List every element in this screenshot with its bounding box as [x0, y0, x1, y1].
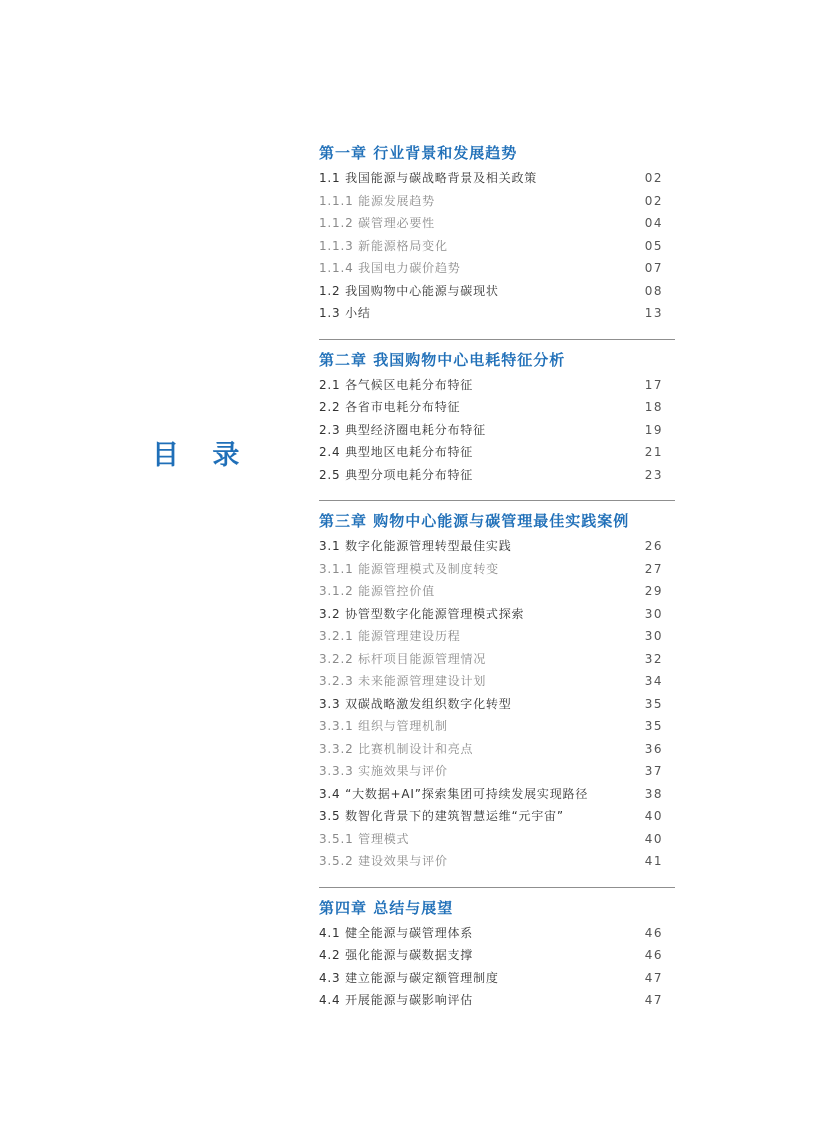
toc-entry[interactable] [319, 944, 663, 967]
toc-entry-label: 3.2 协管型数字化能源管理模式探索 [319, 606, 525, 621]
toc-entry-label: 3.3 双碳战略激发组织数字化转型 [319, 696, 512, 711]
toc-entry-page-number: 26 [644, 539, 663, 553]
toc-entry[interactable] [319, 603, 663, 626]
toc-entry-label: 4.1 健全能源与碳管理体系 [319, 925, 474, 940]
toc-entry[interactable] [319, 257, 663, 280]
toc-entry[interactable] [319, 374, 663, 397]
toc-entry[interactable] [319, 302, 663, 325]
table-of-contents [319, 140, 675, 1012]
toc-entry[interactable] [319, 738, 663, 761]
toc-entry-label: 4.4 开展能源与碳影响评估 [319, 993, 474, 1007]
toc-entry-label: 2.1 各气候区电耗分布特征 [319, 377, 474, 392]
chapter-section [319, 140, 675, 340]
toc-entry[interactable] [319, 922, 663, 945]
toc-entry[interactable] [319, 280, 663, 303]
toc-entry-page-number: 02 [644, 171, 663, 185]
toc-entry-page-number: 27 [644, 561, 663, 576]
toc-entry-label: 3.1.2 能源管控价值 [319, 584, 435, 598]
toc-entry-label: 3.4 “大数据+AI”探索集团可持续发展实现路径 [319, 786, 589, 801]
toc-entry[interactable] [319, 715, 663, 738]
toc-entry-page-number: 17 [644, 377, 663, 392]
chapter-divider [319, 500, 675, 501]
toc-entry-label: 3.3.3 实施效果与评价 [319, 764, 448, 778]
toc-entry-label: 2.4 典型地区电耗分布特征 [319, 445, 474, 459]
toc-entry-page-number: 40 [644, 809, 663, 823]
page-title: 目 录 [152, 440, 252, 471]
toc-entry-page-number: 37 [644, 764, 663, 778]
toc-entry-page-number: 41 [644, 854, 663, 868]
toc-entry-label: 2.3 典型经济圈电耗分布特征 [319, 422, 486, 437]
toc-entry-page-number: 47 [644, 970, 663, 985]
toc-entry-label: 1.1 我国能源与碳战略背景及相关政策 [319, 171, 538, 185]
toc-entry[interactable] [319, 967, 663, 990]
toc-entry-page-number: 23 [644, 467, 663, 482]
toc-entry-page-number: 18 [644, 400, 663, 414]
toc-entry-page-number: 46 [644, 925, 663, 940]
chapter-section [319, 508, 675, 888]
toc-entry-label: 3.2.1 能源管理建设历程 [319, 629, 461, 643]
toc-entry-label: 2.2 各省市电耗分布特征 [319, 400, 461, 414]
toc-entry[interactable] [319, 535, 663, 558]
toc-entry-page-number: 47 [644, 993, 663, 1007]
toc-entry[interactable] [319, 693, 663, 716]
toc-entry[interactable] [319, 441, 663, 464]
toc-entry-page-number: 35 [644, 696, 663, 711]
toc-entry-page-number: 05 [644, 238, 663, 253]
toc-entry[interactable] [319, 190, 663, 213]
toc-entry-label: 1.1.2 碳管理必要性 [319, 216, 435, 230]
toc-entry[interactable] [319, 648, 663, 671]
toc-entry-page-number: 19 [644, 422, 663, 437]
toc-entry[interactable] [319, 419, 663, 442]
toc-entry[interactable] [319, 558, 663, 581]
toc-entry[interactable] [319, 464, 663, 487]
chapter-heading[interactable]: 第四章 总结与展望 [319, 898, 454, 917]
toc-entry[interactable] [319, 625, 663, 648]
toc-entry-page-number: 04 [644, 216, 663, 230]
toc-entry-page-number: 34 [644, 674, 663, 688]
chapter-divider [319, 887, 675, 888]
toc-entry[interactable] [319, 212, 663, 235]
toc-entry-label: 1.1.3 新能源格局变化 [319, 238, 448, 253]
toc-entry[interactable] [319, 235, 663, 258]
toc-entry[interactable] [319, 760, 663, 783]
toc-entry-label: 1.1.1 能源发展趋势 [319, 193, 435, 208]
toc-entry-label: 3.3.2 比赛机制设计和亮点 [319, 741, 474, 756]
toc-entry-label: 3.5 数智化背景下的建筑智慧运维“元宇宙” [319, 809, 564, 823]
toc-entry-label: 3.2.3 未来能源管理建设计划 [319, 674, 487, 688]
toc-entry-label: 1.3 小结 [319, 306, 371, 320]
toc-entry-label: 3.1 数字化能源管理转型最佳实践 [319, 539, 512, 553]
toc-entry-page-number: 30 [644, 629, 663, 643]
toc-entry-label: 3.5.1 管理模式 [319, 831, 410, 846]
toc-entry[interactable] [319, 805, 663, 828]
toc-entry-page-number: 46 [644, 948, 663, 962]
toc-entry[interactable] [319, 850, 663, 873]
toc-entry-page-number: 08 [644, 283, 663, 298]
toc-entry-label: 3.2.2 标杆项目能源管理情况 [319, 651, 487, 666]
chapter-divider [319, 339, 675, 340]
toc-entry[interactable] [319, 167, 663, 190]
toc-entry-page-number: 38 [644, 786, 663, 801]
toc-entry-label: 3.3.1 组织与管理机制 [319, 719, 448, 733]
toc-entry-label: 1.1.4 我国电力碳价趋势 [319, 261, 461, 275]
toc-entry[interactable] [319, 828, 663, 851]
chapter-section [319, 347, 675, 502]
toc-entry[interactable] [319, 580, 663, 603]
chapter-heading[interactable]: 第一章 行业背景和发展趋势 [319, 144, 518, 162]
toc-entry-page-number: 02 [644, 193, 663, 208]
toc-entry[interactable] [319, 396, 663, 419]
toc-entry-page-number: 36 [644, 741, 663, 756]
toc-entry-label: 1.2 我国购物中心能源与碳现状 [319, 283, 499, 298]
toc-entry[interactable] [319, 989, 663, 1012]
toc-entry-label: 3.1.1 能源管理模式及制度转变 [319, 561, 499, 576]
toc-entry[interactable] [319, 783, 663, 806]
toc-entry-page-number: 21 [644, 445, 663, 459]
toc-entry-label: 4.3 建立能源与碳定额管理制度 [319, 970, 499, 985]
chapter-heading[interactable]: 第三章 购物中心能源与碳管理最佳实践案例 [319, 512, 630, 530]
toc-entry-label: 3.5.2 建设效果与评价 [319, 854, 448, 868]
toc-entry-label: 2.5 典型分项电耗分布特征 [319, 467, 474, 482]
toc-entry-page-number: 40 [644, 831, 663, 846]
toc-entry-page-number: 32 [644, 651, 663, 666]
chapter-section [319, 895, 675, 1012]
toc-entry-page-number: 13 [644, 306, 663, 320]
toc-entry-page-number: 30 [644, 606, 663, 621]
toc-entry-page-number: 29 [644, 584, 663, 598]
chapter-heading[interactable]: 第二章 我国购物中心电耗特征分析 [319, 350, 566, 369]
toc-entry[interactable] [319, 670, 663, 693]
toc-entry-label: 4.2 强化能源与碳数据支撑 [319, 948, 474, 962]
toc-entry-page-number: 35 [644, 719, 663, 733]
toc-entry-page-number: 07 [644, 261, 663, 275]
